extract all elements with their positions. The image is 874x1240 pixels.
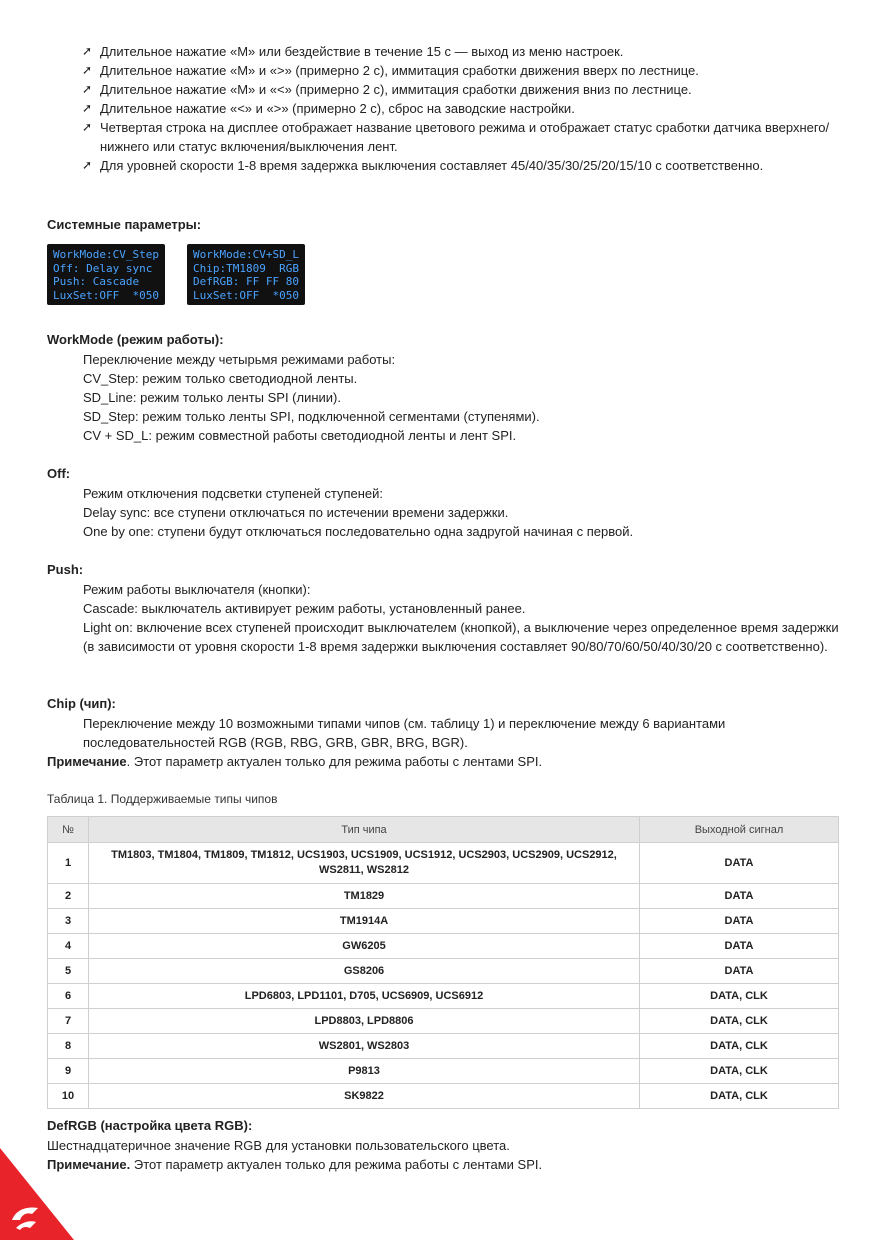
table-row xyxy=(48,1034,839,1059)
column-header-output-signal: Выходной сигнал xyxy=(640,817,839,843)
table-row xyxy=(48,1059,839,1084)
cell-output-signal: DATA, CLK xyxy=(640,1034,839,1059)
system-params-heading: Системные параметры: xyxy=(47,217,202,232)
cell-chip-type: SK9822 xyxy=(89,1084,640,1109)
bullet-item: ➚ Длительное нажатие «М» и «<» (примерно 2 с), иммитация сработки движения вниз по лестнице. xyxy=(82,82,692,97)
cell-output-signal: DATA, CLK xyxy=(640,984,839,1009)
brand-logo-icon xyxy=(0,1148,74,1240)
cell-output-signal: DATA, CLK xyxy=(640,1009,839,1034)
lcd-display-1 xyxy=(47,244,165,305)
push-heading: Push: xyxy=(47,562,84,577)
cell-number: 4 xyxy=(48,934,89,959)
bullet-item: ➚ Четвертая строка на дисплее отображает название цветового режима и отображает статус сработки датчика вверхнего/нижнего или статус включения/выключения лент. xyxy=(82,120,830,154)
off-section xyxy=(83,484,843,541)
workmode-line: SD_Line: режим только ленты SPI (линии). xyxy=(83,390,341,405)
cell-number: 1 xyxy=(48,843,89,884)
cell-output-signal: DATA xyxy=(640,909,839,934)
lcd-display-2 xyxy=(187,244,305,305)
cell-number: 7 xyxy=(48,1009,89,1034)
chip-note xyxy=(47,752,837,771)
off-line: Delay sync: все ступени отключаться по истечении времени задержки. xyxy=(83,505,509,520)
cell-number: 10 xyxy=(48,1084,89,1109)
lcd-line: Chip:TM1809 RGB xyxy=(193,261,299,275)
column-header-number: № xyxy=(48,817,89,843)
cell-chip-type: WS2801, WS2803 xyxy=(89,1034,640,1059)
cell-chip-type: LPD8803, LPD8806 xyxy=(89,1009,640,1034)
note-label: Примечание. xyxy=(47,1157,131,1172)
lcd-line: LuxSet:OFF *050 xyxy=(193,288,299,302)
cell-number: 9 xyxy=(48,1059,89,1084)
chip-heading: Chip (чип): xyxy=(47,696,116,711)
push-line: Light on: включение всех ступеней происходит выключателем (кнопкой), а выключение через определенное время задержки (в зависимости от уровня скорости 1-8 время задержки выключения составляет 90/80/70/60/50/40/30/20 с соответственно). xyxy=(83,620,839,654)
table-row xyxy=(48,909,839,934)
lcd-line: WorkMode:CV_Step xyxy=(53,248,159,261)
bullet-item: ➚ Для уровней скорости 1-8 время задержка выключения составляет 45/40/35/30/25/20/15/10 с соответственно. xyxy=(82,158,764,173)
lcd-line: DefRGB: FF FF 80 xyxy=(193,275,299,288)
workmode-line: Переключение между четырьмя режимами работы: xyxy=(83,352,396,367)
cell-number: 6 xyxy=(48,984,89,1009)
table-row xyxy=(48,843,839,884)
defrgb-note xyxy=(47,1155,837,1174)
cell-output-signal: DATA xyxy=(640,959,839,984)
table-row xyxy=(48,984,839,1009)
workmode-line: CV + SD_L: режим совместной работы светодиодной ленты и лент SPI. xyxy=(83,428,517,443)
cell-chip-type: TM1914A xyxy=(89,909,640,934)
lcd-line: LuxSet:OFF *050 xyxy=(53,288,159,302)
table-caption: Таблица 1. Поддерживаемые типы чипов xyxy=(47,792,278,806)
bullet-list xyxy=(82,42,852,175)
lcd-line: WorkMode:CV+SD_L xyxy=(193,248,299,261)
chip-text: Переключение между 10 возможными типами чипов (см. таблицу 1) и переключение между 6 вариантами последовательностей RGB (RGB, RBG, GRB, GBR, BRG, BGR). xyxy=(83,716,726,750)
workmode-section xyxy=(83,350,843,445)
defrgb-text: Шестнадцатеричное значение RGB для установки пользовательского цвета. xyxy=(47,1138,510,1153)
table-row xyxy=(48,959,839,984)
note-label: Примечание xyxy=(47,754,127,769)
table-row xyxy=(48,1009,839,1034)
table-row xyxy=(48,884,839,909)
cell-output-signal: DATA, CLK xyxy=(640,1059,839,1084)
cell-number: 2 xyxy=(48,884,89,909)
column-header-chip-type: Тип чипа xyxy=(89,817,640,843)
cell-chip-type: P9813 xyxy=(89,1059,640,1084)
cell-number: 5 xyxy=(48,959,89,984)
off-heading: Off: xyxy=(47,466,71,481)
note-text: Этот параметр актуален только для режима работы с лентами SPI. xyxy=(130,1157,543,1172)
workmode-heading: WorkMode (режим работы): xyxy=(47,332,224,347)
push-line: Режим работы выключателя (кнопки): xyxy=(83,582,311,597)
lcd-line: Off: Delay sync xyxy=(53,261,153,275)
cell-output-signal: DATA, CLK xyxy=(640,1084,839,1109)
cell-chip-type: TM1803, TM1804, TM1809, TM1812, UCS1903, UCS1909, UCS1912, UCS2903, UCS2909, UCS2912, WS2811, WS2812 xyxy=(89,843,640,884)
cell-number: 8 xyxy=(48,1034,89,1059)
chip-table xyxy=(47,816,839,1109)
note-text: . Этот параметр актуален только для режима работы с лентами SPI. xyxy=(126,754,543,769)
arrow-bullet-icon: ➚ xyxy=(82,158,93,172)
table-row xyxy=(48,934,839,959)
cell-number: 3 xyxy=(48,909,89,934)
bullet-item: ➚ Длительное нажатие «М» и «>» (примерно 2 с), иммитация сработки движения вверх по лестнице. xyxy=(82,63,699,78)
workmode-line: CV_Step: режим только светодиодной ленты. xyxy=(83,371,358,386)
arrow-bullet-icon: ➚ xyxy=(82,101,93,115)
cell-output-signal: DATA xyxy=(640,934,839,959)
push-section xyxy=(83,580,843,656)
off-line: Режим отключения подсветки ступеней ступеней: xyxy=(83,486,384,501)
off-line: One by one: ступени будут отключаться последовательно одна задругой начиная с первой. xyxy=(83,524,634,539)
table-header-row xyxy=(48,817,839,843)
lcd-line: Push: Cascade xyxy=(53,275,140,288)
cell-output-signal: DATA xyxy=(640,843,839,884)
arrow-bullet-icon: ➚ xyxy=(82,44,93,58)
cell-output-signal: DATA xyxy=(640,884,839,909)
table-row xyxy=(48,1084,839,1109)
cell-chip-type: LPD6803, LPD1101, D705, UCS6909, UCS6912 xyxy=(89,984,640,1009)
cell-chip-type: GS8206 xyxy=(89,959,640,984)
arrow-bullet-icon: ➚ xyxy=(82,82,93,96)
workmode-line: SD_Step: режим только ленты SPI, подключенной сегментами (ступенями). xyxy=(83,409,540,424)
bullet-item: ➚ Длительное нажатие «М» или бездействие в течение 15 с — выход из меню настроек. xyxy=(82,44,624,59)
bullet-item: ➚ Длительное нажатие «<» и «>» (примерно 2 с), сброс на заводские настройки. xyxy=(82,101,575,116)
arrow-bullet-icon: ➚ xyxy=(82,63,93,77)
cell-chip-type: GW6205 xyxy=(89,934,640,959)
defrgb-heading: DefRGB (настройка цвета RGB): xyxy=(47,1118,253,1133)
push-line: Cascade: выключатель активирует режим работы, установленный ранее. xyxy=(83,601,526,616)
arrow-bullet-icon: ➚ xyxy=(82,120,93,134)
cell-chip-type: TM1829 xyxy=(89,884,640,909)
